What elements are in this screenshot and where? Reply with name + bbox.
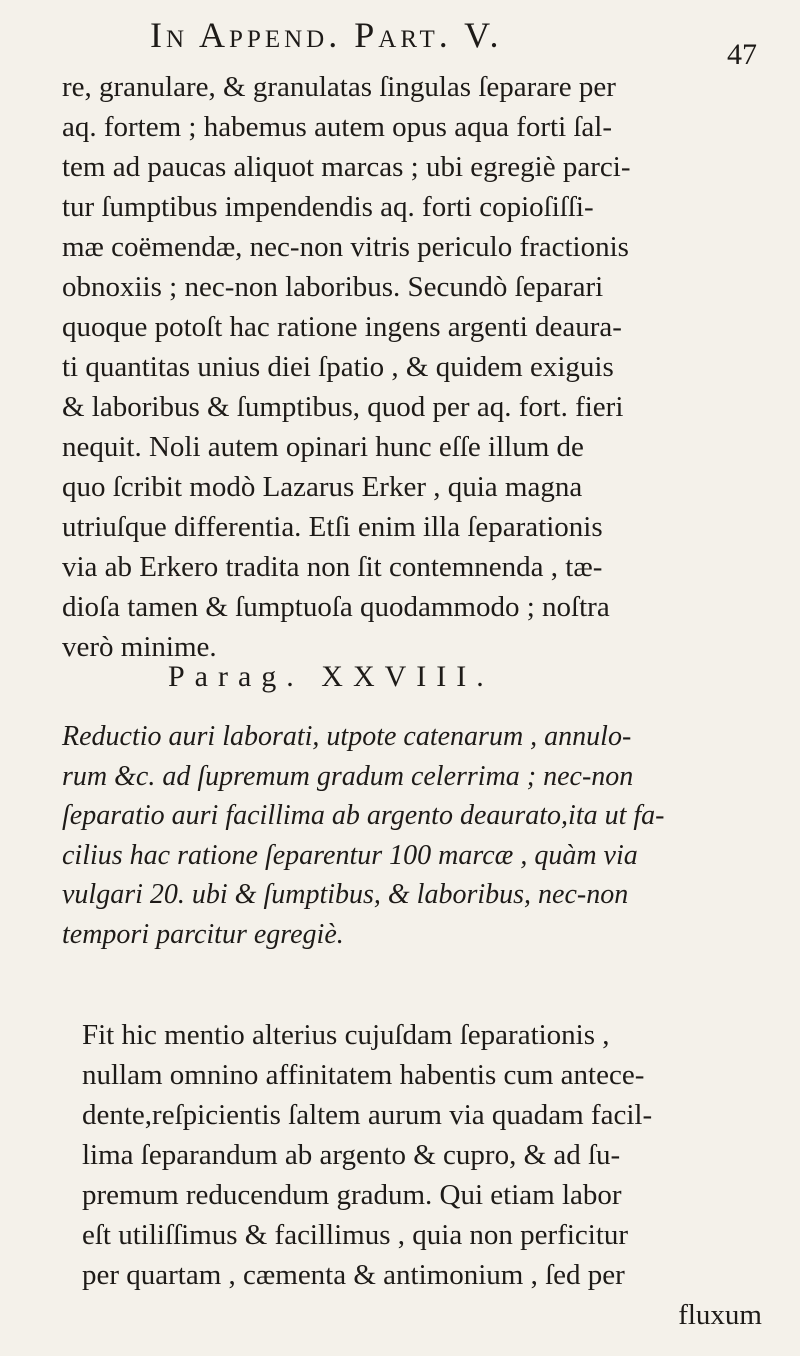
text-line: nullam omnino affinitatem habentis cum antece- [82, 1059, 645, 1091]
paragraph-1 [62, 67, 762, 667]
text-line: utriuſque differentia. Etſi enim illa ſeparationis [62, 511, 603, 543]
text-line: per quartam , cæmenta & antimonium , ſed per [82, 1259, 625, 1291]
section-summary [62, 717, 774, 954]
text-line: quoque potoſt hac ratione ingens argenti deaura- [62, 311, 622, 343]
text-line: premum reducendum gradum. Qui etiam labor [82, 1179, 622, 1211]
text-line: re, granulare, & granulatas ſingulas ſeparare per [62, 71, 616, 103]
text-line: quo ſcribit modò Lazarus Erker , quia magna [62, 471, 583, 503]
running-head: In Append. Part. V. [150, 15, 503, 55]
summary-line: ſeparatio auri facillima ab argento deaurato,ita ut fa- [62, 800, 665, 831]
summary-line: tempori parcitur egregiè. [62, 918, 344, 950]
text-line: obnoxiis ; nec-non laboribus. Secundò ſeparari [62, 271, 604, 303]
text-line: aq. fortem ; habemus autem opus aqua forti ſal- [62, 111, 613, 143]
summary-line: Reductio auri laborati, utpote catenarum , annulo- [62, 721, 632, 752]
text-line: tur ſumptibus impendendis aq. forti copioſiſſi- [62, 191, 594, 223]
text-line: eſt utiliſſimus & facillimus , quia non perficitur [82, 1219, 629, 1251]
text-line: lima ſeparandum ab argento & cupro, & ad ſu- [82, 1139, 621, 1171]
text-line: tem ad paucas aliquot marcas ; ubi egregiè parci- [62, 151, 631, 183]
text-line: mæ coëmendæ, nec-non vitris periculo fractionis [62, 231, 629, 263]
text-line: & laboribus & ſumptibus, quod per aq. fort. fieri [62, 391, 624, 423]
text-line: nequit. Noli autem opinari hunc eſſe illum de [62, 431, 584, 463]
paragraph-2 [82, 1015, 782, 1335]
text-line: via ab Erkero tradita non ſit contemnenda , tæ- [62, 551, 603, 583]
page-number: 47 [727, 38, 757, 71]
summary-line: vulgari 20. ubi & ſumptibus, & laboribus, nec-non [62, 879, 629, 910]
section-heading: Parag. XXVIII. [168, 660, 494, 693]
summary-line: cilius hac ratione ſeparentur 100 marcæ , quàm via [62, 839, 638, 871]
text-line: ti quantitas unius diei ſpatio , & quidem exiguis [62, 351, 614, 383]
text-line: dioſa tamen & ſumptuoſa quodammodo ; noſtra [62, 591, 610, 623]
text-line: Fit hic mentio alterius cujuſdam ſeparationis , [82, 1019, 610, 1051]
text-line: fluxum [678, 1299, 762, 1331]
text-line: verò minime. [62, 631, 217, 663]
text-line: dente,reſpicientis ſaltem aurum via quadam facil- [82, 1099, 653, 1131]
summary-line: rum &c. ad ſupremum gradum celerrima ; nec-non [62, 760, 634, 792]
